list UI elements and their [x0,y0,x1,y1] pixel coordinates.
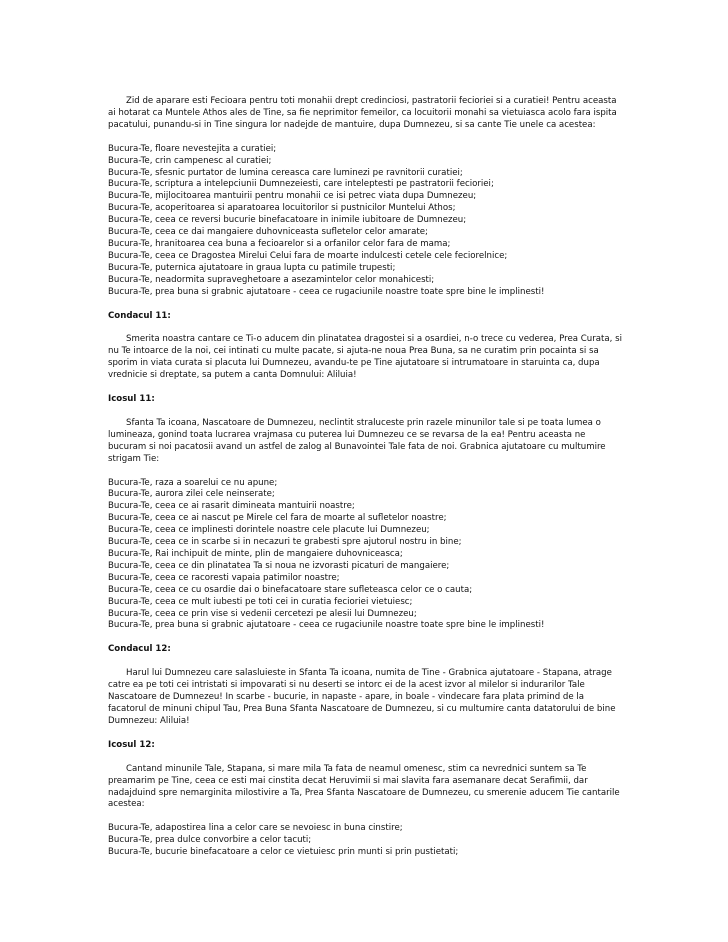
salutation-line: Bucura-Te, adapostirea lina a celor care se nevoiesc in buna cinstire; [108,823,403,834]
salutation-line: Bucura-Te, ceea ce ai rasarit dimineata mantuirii noastre; [108,501,355,512]
section-heading: Condacul 12: [108,644,171,655]
paragraph-spacer [108,132,624,144]
paragraph-spacer [108,466,624,478]
salutation-line: Bucura-Te, sfesnic purtator de lumina cereasca care luminezi pe ravnitorii curatiei; [108,167,463,178]
salutation-line: Bucura-Te, neadormita supraveghetoare a asezamintelor celor monahicesti; [108,274,435,285]
salutation-line: Bucura-Te, ceea ce implinesti dorintele noastre cele placute lui Dumnezeu; [108,525,430,536]
paragraph-spacer [108,728,624,740]
paragraph-spacer [108,299,624,311]
section-heading: Icosul 12: [108,739,155,750]
body-paragraph: Smerita noastra cantare ce Ti-o aducem din plinatatea dragostei si a osardiei, n-o trece cu vederea, Prea Curata, si nu Te intoarce de la noi, cei intinati cu multe pacate, si ajuta-ne noua Prea Buna, sa ne curatim prin pocainta si sa sporim in viata curata si placuta lui Dumnezeu, avandu-te pe Tine ajutatoare si intrumatoare in staruinta ca, dupa vrednicie si dreptate, sa putem a canta Domnului: Aliluia! [108,334,622,381]
salutation-line: Bucura-Te, hranitoarea cea buna a fecioarelor si a orfanilor celor fara de mama; [108,238,451,249]
salutation-line: Bucura-Te, prea dulce convorbire a celor tacuti; [108,835,312,846]
salutation-line: Bucura-Te, ceea ce in scarbe si in necazuri te grabesti spre ajutorul nostru in bine; [108,537,462,548]
salutation-line: Bucura-Te, ceea ce mult iubesti pe toti cei in curatia fecioriei vietuiesc; [108,596,413,607]
paragraph-spacer [108,322,624,334]
salutation-line: Bucura-Te, ceea ce cu osardie dai o binefacatoare stare sufleteasca celor ce o cauta; [108,584,473,595]
salutation-list [108,478,624,633]
paragraph-spacer [108,752,624,764]
paragraph-spacer [108,632,624,644]
salutation-line: Bucura-Te, ceea ce dai mangaiere duhovniceasta sufletelor celor amarate; [108,227,428,238]
salutation-line: Bucura-Te, acoperitoarea si aparatoarea locuitorilor si pustnicilor Muntelui Athos; [108,203,456,214]
salutation-line: Bucura-Te, bucurie binefacatoare a celor ce vietuiesc prin munti si prin pustietati; [108,847,459,858]
salutation-line: Bucura-Te, ceea ce prin vise si vedenii cercetezi pe alesii lui Dumnezeu; [108,608,417,619]
body-paragraph: Sfanta Ta icoana, Nascatoare de Dumnezeu, neclintit straluceste prin razele minunilor tale si pe toata lumea o lumineaza, gonind toata lucrarea vrajmasa cu puterea lui Dumnezeu ce se revarsa de la ea! Pentru aceasta ne bucuram si noi pacatosii avand un astfel de zalog al Bunavointei Tale fata de noi. Grabnica ajutatoare cu multumire strigam Tie: [108,417,606,464]
section-heading: Condacul 11: [108,310,171,321]
salutation-list [108,823,624,859]
paragraph-spacer [108,382,624,394]
salutation-line: Bucura-Te, ceea ce din plinatatea Ta si noua ne izvorasti picaturi de mangaiere; [108,560,450,571]
salutation-list [108,144,624,299]
body-paragraph: Cantand minunile Tale, Stapana, si mare mila Ta fata de neamul omenesc, stim ca nevrednici suntem sa Te preamarim pe Tine, ceea ce esti mai cinstita decat Heruvimii si mai slavita fara asemanare decat Serafimii, dar nadajduind spre nemarginita milostivire a Ta, Prea Sfanta Nascatoare de Dumnezeu, cu smerenie aducem Tie cantarile acestea: [108,763,620,810]
salutation-line: Bucura-Te, ceea ce racoresti vapaia patimilor noastre; [108,572,340,583]
salutation-line: Bucura-Te, raza a soarelui ce nu apune; [108,477,278,488]
paragraph-spacer [108,406,624,418]
paragraph-spacer [108,656,624,668]
salutation-line: Bucura-Te, aurora zilei cele neinserate; [108,489,275,500]
salutation-line: Bucura-Te, prea buna si grabnic ajutatoare - ceea ce rugaciunile noastre toate spre bine le implinesti! [108,620,545,631]
salutation-line: Bucura-Te, ceea ce ai nascut pe Mirele cel fara de moarte al sufletelor noastre; [108,513,447,524]
salutation-line: Bucura-Te, mijlocitoarea mantuirii pentru monahii ce isi petrec viata dupa Dumnezeu; [108,191,477,202]
body-paragraph: Harul lui Dumnezeu care salasluieste in Sfanta Ta icoana, numita de Tine - Grabnica ajutatoare - Stapana, atrage catre ea pe toti cei intristati si impovarati si nu deserti se intorc ei de la acest izvor al milelor si indurarilor Tale Nascatoare de Dumnezeu! In scarbe - bucurie, in napaste - apare, in boale - vindecare fara plata primind de la facatorul de minuni chipul Tau, Prea Buna Sfanta Nascatoare de Dumnezeu, si cu multumire canta datatorului de bine Dumnezeu: Aliluia! [108,668,616,726]
salutation-line: Bucura-Te, prea buna si grabnic ajutatoare - ceea ce rugaciunile noastre toate spre bine le implinesti! [108,286,545,297]
salutation-line: Bucura-Te, Rai inchipuit de minte, plin de mangaiere duhovniceasca; [108,549,403,559]
document-page [108,96,624,859]
salutation-line: Bucura-Te, crin campenesc al curatiei; [108,155,272,166]
salutation-line: Bucura-Te, ceea ce reversi bucurie binefacatoare in inimile iubitoare de Dumnezeu; [108,215,467,226]
body-paragraph: Zid de aparare esti Fecioara pentru toti monahii drept credinciosi, pastratorii fecioriei si a curatiei! Pentru aceasta ai hotarat ca Muntele Athos ales de Tine, sa fie neprimitor femeilor, ca locuitorii monahi sa vietuiasca acolo fara ispita pacatului, punandu-si in Tine singura lor nadejde de mantuire, dupa Dumnezeu, si sa cante Tie unele ca acestea: [108,96,617,130]
salutation-line: Bucura-Te, scriptura a intelepciunii Dumnezeiesti, care inteleptesti pe pastratorii fecioriei; [108,179,494,190]
salutation-line: Bucura-Te, ceea ce Dragostea Mirelui Celui fara de moarte indulcesti cetele cele feciorelnice; [108,250,508,261]
paragraph-spacer [108,811,624,823]
salutation-line: Bucura-Te, puternica ajutatoare in graua lupta cu patimile trupesti; [108,262,396,273]
section-heading: Icosul 11: [108,394,155,405]
salutation-line: Bucura-Te, floare nevestejita a curatiei; [108,143,277,154]
